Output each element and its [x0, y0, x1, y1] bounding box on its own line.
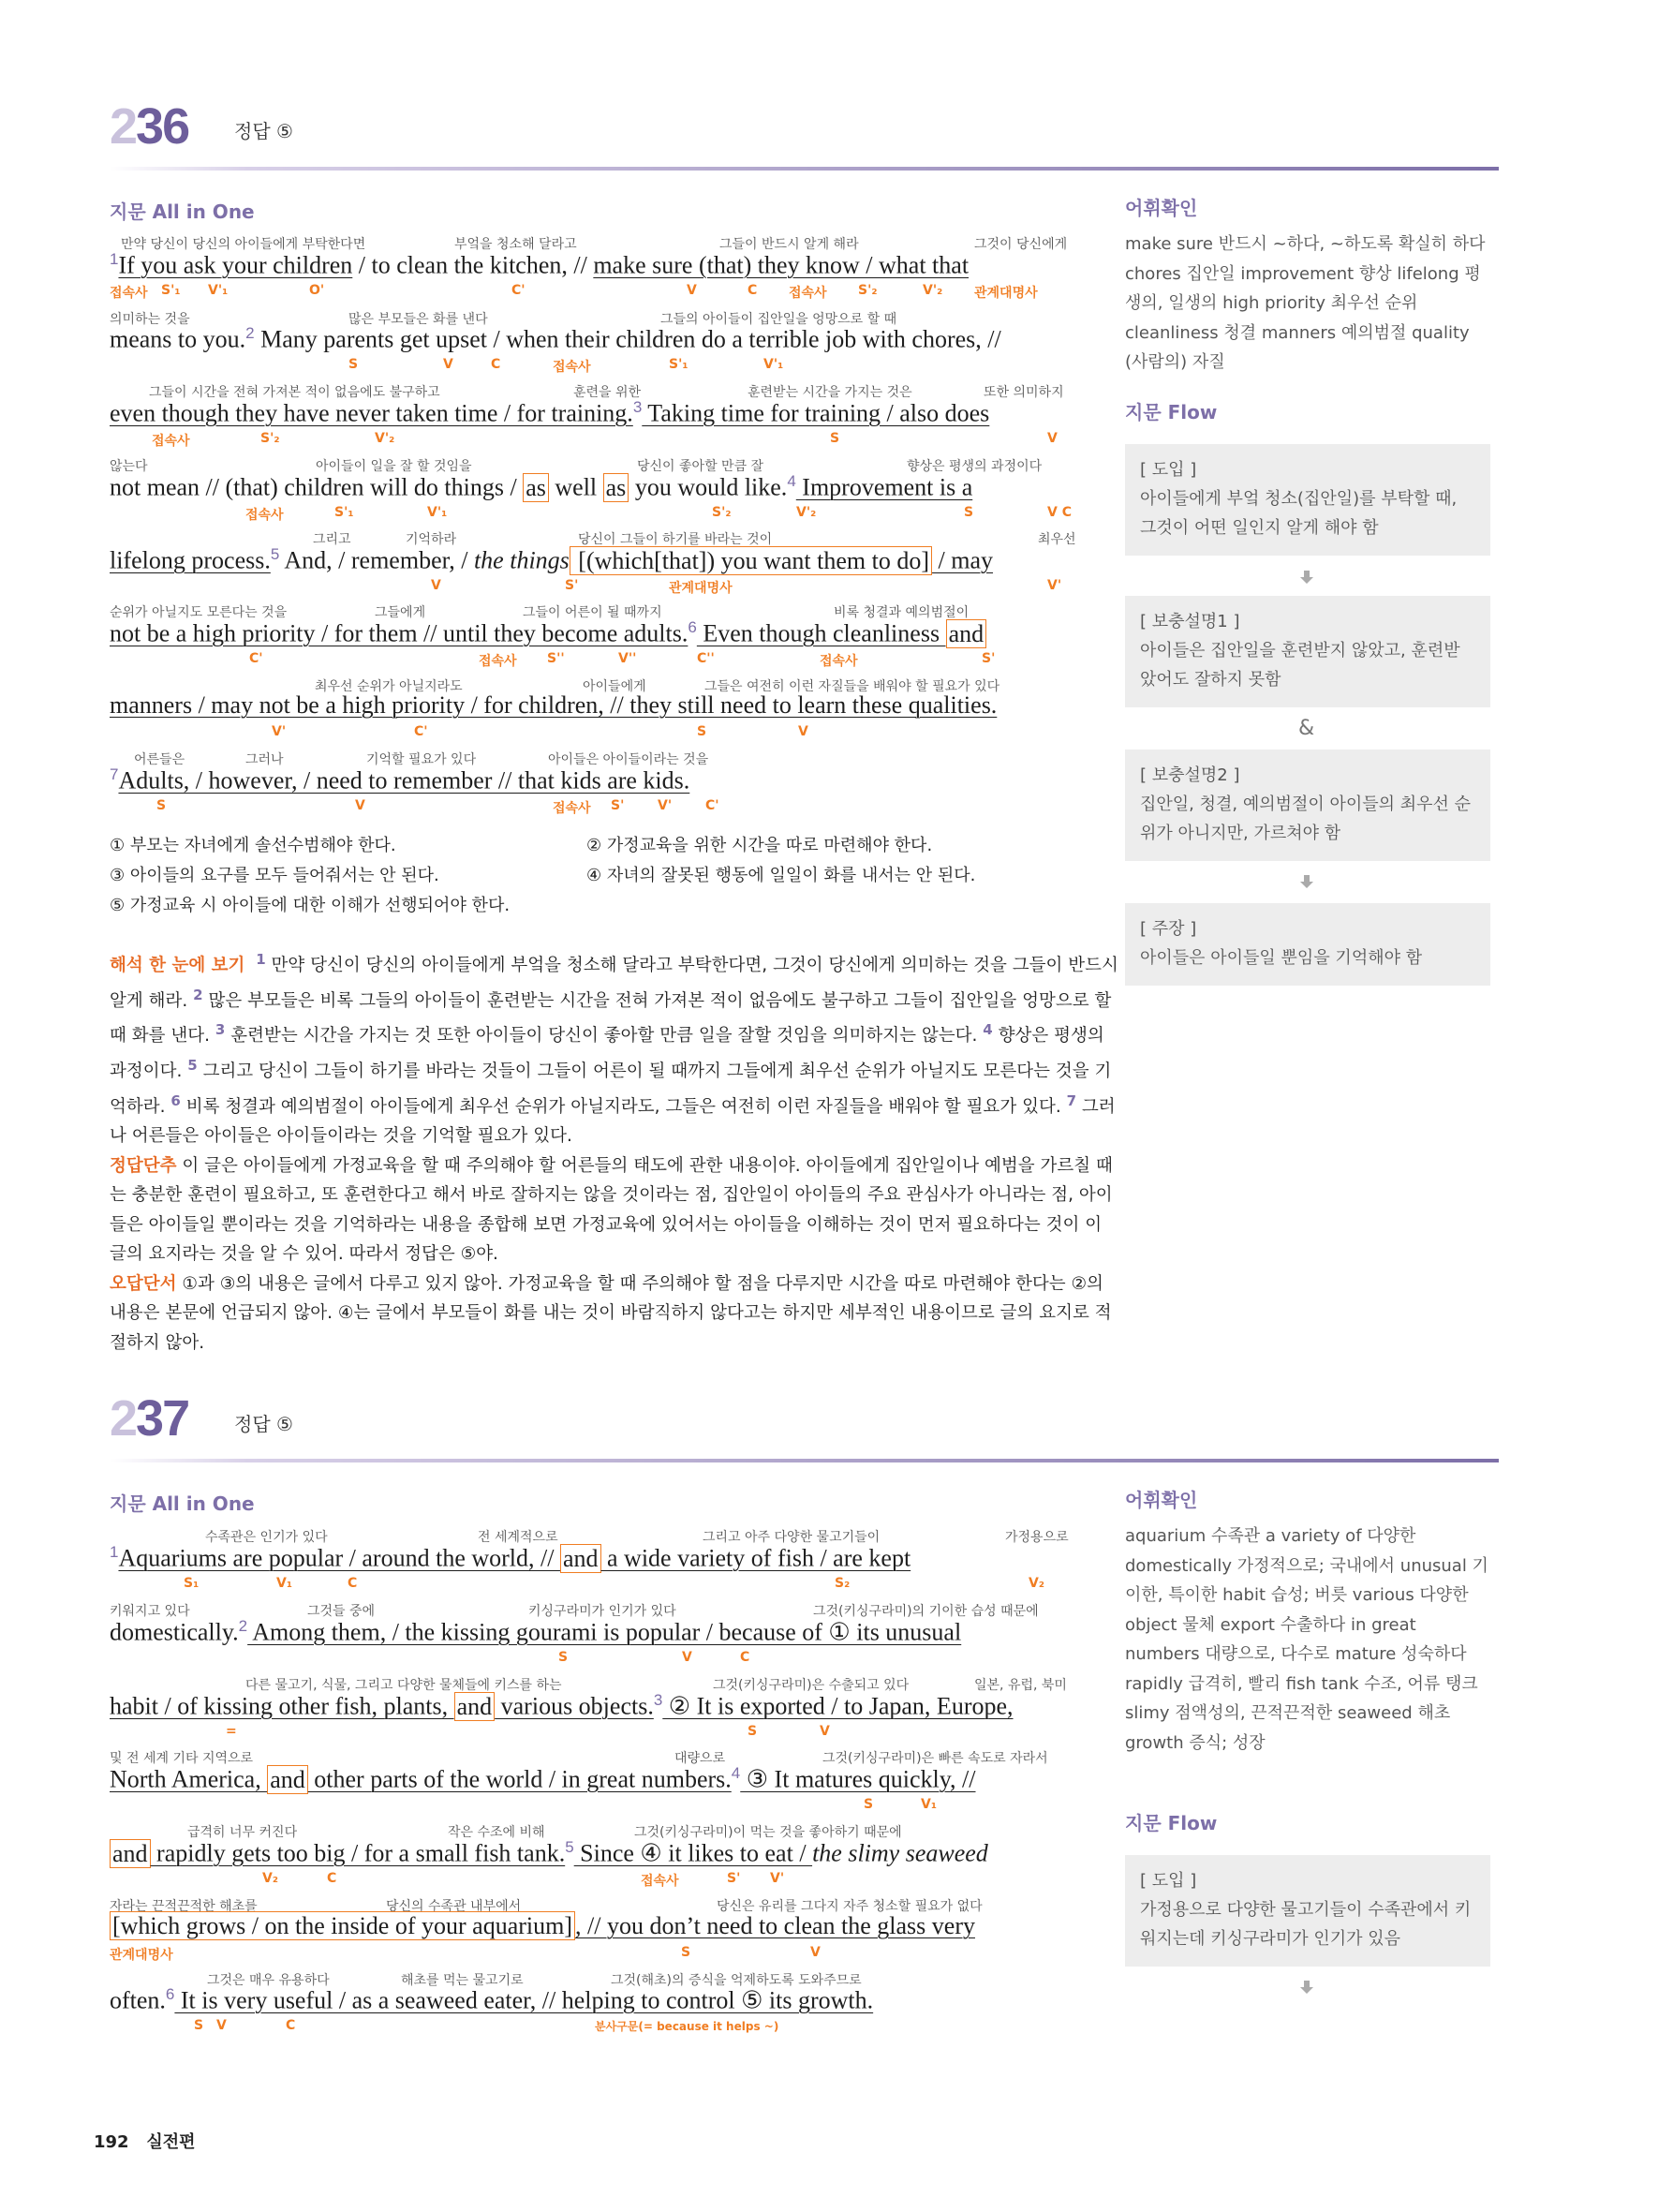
grammar-tag: C' [414, 724, 428, 739]
gloss-kr: 및 전 세계 기타 지역으로 [110, 1751, 254, 1766]
grammar-tag: 분사구문(= because it helps ~) [595, 2020, 779, 2033]
ampersand: & [1298, 717, 1315, 740]
flow-box [1125, 903, 1490, 986]
gloss-kr: 기억할 필요가 있다 [366, 752, 477, 767]
gloss-kr: 그들은 여전히 이런 자질들을 배워야 할 필요가 있다 [704, 679, 1000, 694]
section-title: 지문 All in One [110, 200, 255, 223]
flow-text: 아이들은 집안일을 훈련받지 않았고, 훈련받았어도 잘하지 못함 [1140, 641, 1460, 690]
gloss-kr: 그것(키싱구라미)은 빠른 속도로 자라서 [822, 1751, 1048, 1766]
grammar-tag: 관계대명사 [974, 286, 1038, 301]
gloss-kr: 향상은 평생의 과정이다 [907, 459, 1043, 474]
flow-box [1125, 750, 1490, 861]
grammar-tag: V [355, 798, 365, 813]
grammar-tag: V' [272, 724, 287, 739]
gloss-kr: 그들이 어른이 될 때까지 [523, 605, 662, 620]
grammar-tag: V'₂ [796, 505, 817, 520]
choice-2: ② 가정교육을 위한 시간을 따로 마련해야 한다. [586, 836, 933, 855]
sentence-4: not mean // (that) children will do things / as well as you would like.$^4$ Improvement is a [110, 472, 973, 501]
gloss-kr: 또한 의미하지 [984, 385, 1064, 400]
gloss-kr: 그리고 아주 다양한 물고기들이 [703, 1530, 881, 1545]
grammar-tag: S [156, 798, 167, 813]
grammar-tag: 접속사 [479, 654, 517, 669]
flow-text: 집안일, 청결, 예의범절이 아이들의 최우선 순위가 아니지만, 가르쳐야 함 [1140, 794, 1472, 843]
gloss-kr: 아이들이 일을 잘 할 것임을 [316, 459, 472, 474]
gloss-kr: 키싱구라미가 인기가 있다 [528, 1604, 676, 1619]
sentence-3: habit / of kissing other fish, plants, and various objects.$^3$ ② It is exported / to Japan, Europe, [110, 1691, 1014, 1720]
answer-label: 정답 ⑤ [234, 120, 293, 142]
gloss-kr: 그것(키싱구라미)이 먹는 것을 좋아하기 때문에 [634, 1825, 902, 1840]
grammar-tag: V' [770, 1871, 785, 1886]
grammar-tag: V' [1047, 578, 1062, 593]
grammar-tag: 접속사 [110, 286, 148, 301]
sentence-1: $^1$If you ask your children / to clean the kitchen, // make sure (that) they know / what that [110, 250, 970, 279]
grammar-tag: C' [705, 798, 719, 813]
gloss-kr: 해초를 먹는 물고기로 [401, 1973, 524, 1988]
grammar-tag: V [810, 1945, 821, 1960]
gloss-kr: 대량으로 [674, 1751, 726, 1766]
down-arrow-icon [1300, 571, 1313, 584]
gloss-kr: 당신이 좋아할 만큼 잘 [637, 459, 764, 474]
sentence-6b: manners / may not be a high priority / for children, // they still need to learn these qualities. [110, 691, 998, 719]
header-rule [110, 167, 1499, 171]
vocab-title: 어휘확인 [1125, 1489, 1198, 1511]
page-footer [94, 2129, 196, 2153]
grammar-tag: V C [1047, 505, 1072, 520]
down-arrow-icon [1300, 1981, 1313, 1994]
grammar-tag: S'₂ [260, 431, 280, 446]
gloss-kr: 당신의 수족관 내부에서 [386, 1899, 522, 1914]
grammar-tag: V₂ [1029, 1576, 1044, 1591]
gloss-kr: 훈련을 위한 [573, 385, 642, 400]
grammar-tag: S₂ [835, 1576, 851, 1591]
page-number: 192 [94, 2132, 129, 2152]
gloss-kr: 수족관은 인기가 있다 [205, 1530, 328, 1545]
sentence-4: North America, and other parts of the world / in great numbers.$^4$ ③ It matures quickly, // [110, 1764, 976, 1793]
grammar-tag: C' [249, 651, 263, 666]
gloss-kr: 그것들 중에 [307, 1604, 376, 1619]
sentence-5: lifelong process.$^5$ And, / remember, / the things [(which[that]) you want them to do] / may [110, 545, 994, 574]
grammar-tag: V'₂ [375, 431, 395, 446]
grammar-tag: C [286, 2018, 296, 2033]
grammar-tag: C [491, 357, 501, 372]
grammar-tag: V₂ [262, 1871, 278, 1886]
gloss-kr: 그들에게 [375, 605, 426, 620]
grammar-tag: S'₁ [334, 505, 354, 520]
flow-text: 아이들은 아이들일 뿐임을 기억해야 함 [1140, 948, 1423, 968]
grammar-tag: S₁ [184, 1576, 200, 1591]
grammar-tag: 관계대명사 [110, 1948, 173, 1963]
grammar-tag: S [558, 1650, 569, 1665]
gloss-kr: 순위가 아닐지도 모른다는 것을 [110, 605, 288, 620]
gloss-kr: 기억하라 [406, 532, 457, 547]
gloss-kr: 아이들에게 [583, 679, 646, 694]
header-rule [110, 1459, 1499, 1462]
flow-text: 가정용으로 다양한 물고기들이 수족관에서 키워지는데 키싱구라미가 인기가 있음 [1140, 1900, 1472, 1949]
grammar-tag: S' [982, 651, 996, 666]
sentence-3: even though they have never taken time / for training.$^3$ Taking time for training / also does [110, 398, 990, 427]
question-number-237: 237 [110, 1390, 189, 1447]
choice-3: ③ 아이들의 요구를 모두 들어줘서는 안 된다. [110, 866, 439, 885]
vocab-title: 어휘확인 [1125, 197, 1198, 219]
grammar-tag: V₁ [276, 1576, 292, 1591]
gloss-kr: 그들이 반드시 알게 해라 [719, 237, 859, 252]
grammar-tag: S'₂ [858, 283, 878, 298]
grammar-tag: 접속사 [820, 654, 858, 669]
grammar-tag: V [820, 1724, 830, 1739]
grammar-tag: 접속사 [245, 508, 284, 523]
gloss-kr: 그것(해초)의 증식을 억제하도록 도와주므로 [611, 1973, 862, 1988]
grammar-tag: S'₁ [161, 283, 181, 298]
section-title: 지문 All in One [110, 1492, 255, 1515]
gloss-kr: 급격히 너무 커진다 [187, 1825, 298, 1840]
grammar-tag: 접속사 [641, 1874, 679, 1889]
grammar-tag: V'₂ [923, 283, 943, 298]
sentence-7: $^7$Adults, / however, / need to remember // that kids are kids. [110, 765, 690, 794]
gloss-kr: 만약 당신이 당신의 아이들에게 부탁한다면 [121, 237, 366, 252]
vocab-list: make sure 반드시 ~하다, ~하도록 확실히 하다 chores 집안일 improvement 향상 lifelong 평생의, 일생의 high priority 최우선 순위 cleanliness 청결 manners 예의범절 quality (사람의) 자질 [1125, 234, 1486, 372]
sentence-2: domestically.$^2$ Among them, / the kissing gourami is popular / because of ① its unusual [110, 1617, 962, 1646]
gloss-kr: 훈련받는 시간을 가지는 것은 [748, 385, 912, 400]
gloss-kr: 아이들은 아이들이라는 것을 [548, 752, 709, 767]
flow-tag: [ 도입 ] [1140, 460, 1197, 480]
grammar-tag: C [748, 283, 758, 298]
grammar-tag: S [348, 357, 359, 372]
grammar-tag: S'₂ [712, 505, 732, 520]
flow-tag: [ 보충설명2 ] [1140, 765, 1240, 785]
down-arrow-icon [1300, 875, 1313, 888]
grammar-tag: S' [565, 578, 579, 593]
choice-1: ① 부모는 자녀에게 솔선수범해야 한다. [110, 836, 396, 855]
grammar-tag: V [443, 357, 453, 372]
gloss-kr: 일본, 유럽, 북미 [974, 1678, 1067, 1693]
vocab-list: aquarium 수족관 a variety of 다양한 domestically 가정적으로; 국내에서 unusual 기이한, 특이한 habit 습성; 버릇 various 다양한 object 물체 export 수출하다 in great numbers 대량으로, 다수로 mature 성숙하다 rapidly 급격히, 빨리 fish tank 수조, 어류 탱크 slimy 점액성의, 끈적끈적한 seaweed 해초 growth 증식; 성장 [1125, 1526, 1488, 1753]
flow-text: 아이들에게 부엌 청소(집안일)를 부탁할 때, 그것이 어떤 일인지 알게 해야 함 [1140, 489, 1458, 538]
gloss-kr: 그것(키싱구라미)의 기이한 습성 때문에 [813, 1604, 1039, 1619]
flow-title: 지문 Flow [1125, 401, 1218, 423]
question-number-236: 236 [110, 98, 189, 155]
grammar-tag: = [226, 1724, 237, 1739]
grammar-tag: V [216, 2018, 227, 2033]
grammar-tag: V'₁ [208, 283, 229, 298]
flow-box [1125, 596, 1490, 707]
explanation: 해석 한 눈에 보기 $^1$ 만약 당신이 당신의 아이들에게 부엌을 청소해 달라고 부탁한다면, 그것이 당신에게 의미하는 것을 그들이 반드시 알게 해라. $^2$ 많은 부모들은 비록 그들의 아이들이 훈련받는 시간을 전혀 가져본 적이 없음에도 불구하고 그들이 집안일을 엉망으로 할 때 화를 낸다. $^3$ 훈련받는 시간을 가지는 것 또한 아이들이 당신이 좋아할 만큼 일을 잘할 것임을 의미하지는 않는다. $^4$ 향상은 평생의 과정이다. $^5$ 그리고 당신이 그들이 하기를 바라는 것들이 그들이 어른이 될 때까지 그들에게 최우선 순위가 아닐지도 모른다는 것을 기억하라. $^6$ 비록 청결과 예의범절이 아이들에게 최우선 순위가 아닐지라도, 그들은 여전히 이런 자질들을 배워야 할 필요가 있다. $^7$ 그러나 어른들은 아이들은 아이들이라는 것을 기억할 필요가 있다. 정답단추 이 글은 아이들에게 가정교육을 할 때 주의해야 할 어른들의 태도에 관한 내용이야. 아이들에게 집안일이나 예범을 가르칠 때는 충분한 훈련이 필요하고, 또 훈련한다고 해서 바로 잘하지는 않을 것이라는 점, 집안일이 아이들의 주요 관심사가 아니라는 점, 아이들은 아이들일 뿐이라는 것을 기억하라는 내용을 종합해 보면 가정교육에 있어서는 아이들을 이해하는 것이 먼저 필요하다는 것이 이 글의 요지라는 것을 알 수 있어. 따라서 정답은 ⑤야. 오답단서 ①과 ③의 내용은 글에서 다루고 있지 않아. 가정교육을 할 때 주의해야 할 점을 다루지만 시간을 따로 마련해야 한다는 ②의 내용은 본문에 언급되지 않아. ④는 글에서 부모들이 화를 내는 것이 바람직하지 않다고는 하지만 세부적인 내용이므로 글의 요지로 적절하지 않아. [110, 951, 1118, 1353]
choice-4: ④ 자녀의 잘못된 행동에 일일이 화를 내서는 안 된다. [586, 866, 976, 885]
grammar-tag: S'' [547, 651, 565, 666]
sentence-1: $^1$Aquariums are popular / around the world, // and a wide variety of fish / are kept [110, 1543, 911, 1572]
flow-tag: [ 주장 ] [1140, 919, 1197, 939]
sentence-5: and rapidly gets too big / for a small fish tank.$^5$ Since ④ it likes to eat / the slimy seaweed [110, 1838, 988, 1868]
gloss-kr: 부엌을 청소해 달라고 [454, 237, 577, 252]
gloss-kr: 키워지고 있다 [110, 1604, 190, 1619]
gloss-kr: 그러나 [245, 752, 284, 767]
gloss-kr: 그것은 매우 유용하다 [207, 1973, 330, 1988]
grammar-tag: C [348, 1576, 358, 1591]
answer-label: 정답 ⑤ [234, 1413, 293, 1435]
gloss-kr: 많은 부모들은 화를 낸다 [348, 312, 488, 327]
grammar-tag: S [830, 431, 840, 446]
gloss-kr: 그들이 시간을 전혀 가져본 적이 없음에도 불구하고 [149, 385, 440, 400]
grammar-tag: V'₁ [763, 357, 784, 372]
gloss-kr: 최우선 [1038, 532, 1076, 547]
grammar-tag: S [681, 1945, 691, 1960]
grammar-tag: V [431, 578, 441, 593]
flow-tag: [ 도입 ] [1140, 1871, 1197, 1891]
flow-box [1125, 1855, 1490, 1967]
grammar-tag: S' [727, 1871, 741, 1886]
gloss-kr: 가정용으로 [1005, 1530, 1069, 1545]
gloss-kr: 자라는 끈적끈적한 해초를 [110, 1899, 258, 1914]
gloss-kr: 그것(키싱구라미)은 수출되고 있다 [713, 1678, 910, 1693]
grammar-tag: V [1047, 431, 1058, 446]
section-label: 실전편 [146, 2132, 196, 2152]
gloss-kr: 어른들은 [134, 752, 185, 767]
gloss-kr: 그들의 아이들이 집안일을 엉망으로 할 때 [660, 312, 897, 327]
grammar-tag: C [327, 1871, 337, 1886]
choice-5: ⑤ 가정교육 시 아이들에 대한 이해가 선행되어야 한다. [110, 896, 511, 915]
grammar-tag: 접속사 [152, 434, 190, 449]
grammar-tag: V [682, 1650, 692, 1665]
gloss-kr: 그리고 [313, 532, 351, 547]
grammar-tag: C'' [697, 651, 715, 666]
grammar-tag: V [687, 283, 697, 298]
grammar-tag: S'₁ [669, 357, 688, 372]
gloss-kr: 전 세계적으로 [478, 1530, 558, 1545]
gloss-kr: 다른 물고기, 식물, 그리고 다양한 물체들에 키스를 하는 [245, 1678, 562, 1693]
flow-tag: [ 보충설명1 ] [1140, 612, 1240, 631]
gloss-kr: 비록 청결과 예의범절이 [834, 605, 970, 620]
gloss-kr: 작은 수조에 비해 [448, 1825, 545, 1840]
gloss-kr: 의미하는 것을 [110, 312, 190, 327]
flow-box [1125, 444, 1490, 556]
grammar-tag: S [864, 1797, 874, 1812]
gloss-kr: 그것이 당신에게 [974, 237, 1068, 252]
grammar-tag: 관계대명사 [669, 581, 733, 596]
grammar-tag: S' [611, 798, 625, 813]
grammar-tag: S [748, 1724, 758, 1739]
sentence-2: means to you.$^2$ Many parents get upset / when their children do a terrible job with chores, // [110, 324, 1001, 353]
gloss-kr: 최우선 순위가 아닐지라도 [315, 679, 463, 694]
grammar-tag: S [697, 724, 707, 739]
grammar-tag: S [194, 2018, 204, 2033]
gloss-kr: 당신은 유리를 그다지 자주 청소할 필요가 없다 [717, 1899, 983, 1914]
grammar-tag: C' [511, 283, 526, 298]
grammar-tag: V₁ [921, 1797, 937, 1812]
sentence-6: not be a high priority / for them // until they become adults.$^6$ Even though cleanliness and [110, 618, 986, 648]
sentence-7: often.$^6$ It is very useful / as a seaweed eater, // helping to control ⑤ its growth. [110, 1985, 874, 2014]
grammar-tag: V [798, 724, 808, 739]
grammar-tag: V' [658, 798, 673, 813]
grammar-tag: V'₁ [427, 505, 448, 520]
grammar-tag: V'' [618, 651, 637, 666]
grammar-tag: 접속사 [553, 801, 591, 816]
grammar-tag: C [740, 1650, 750, 1665]
sentence-6: [which grows / on the inside of your aquarium] , // you don’t need to clean the glass very [110, 1912, 975, 1940]
grammar-tag: O' [309, 283, 325, 298]
grammar-tag: 접속사 [553, 360, 591, 375]
gloss-kr: 당신이 그들이 하기를 바라는 것이 [578, 532, 773, 547]
grammar-tag: 접속사 [789, 286, 827, 301]
gloss-kr: 않는다 [110, 459, 148, 474]
flow-title: 지문 Flow [1125, 1812, 1218, 1834]
grammar-tag: S [964, 505, 974, 520]
